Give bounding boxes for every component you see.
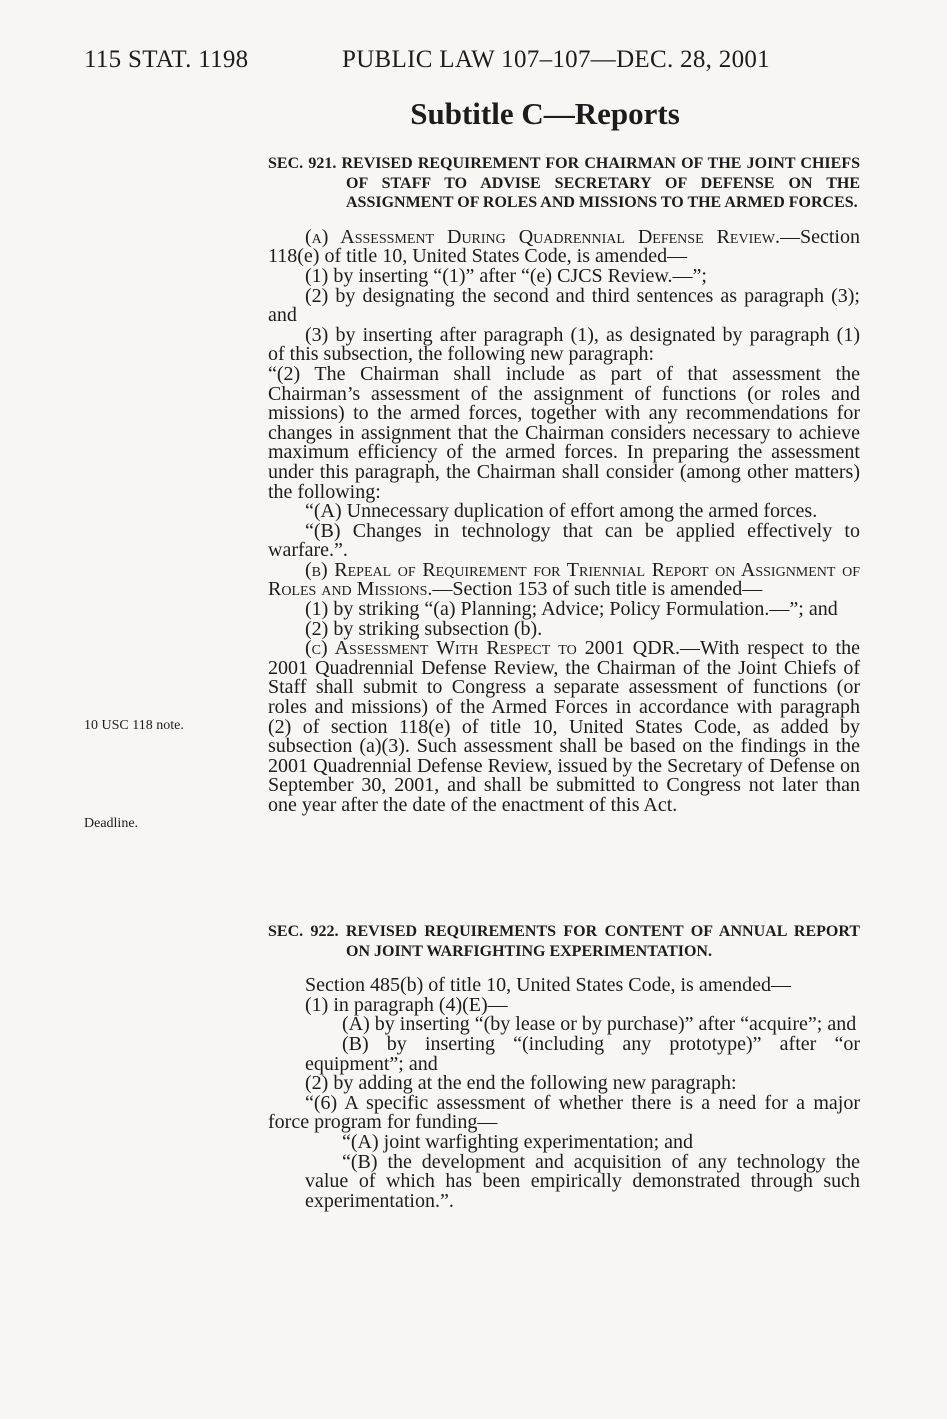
margin-note-deadline: Deadline. [84, 816, 139, 831]
subsection-a-quote-a: “(A) Unnecessary duplication of effort among the armed forces. [305, 500, 818, 523]
subsection-a-item-1: (1) by inserting “(1)” after “(e) CJCS Review.—”; [305, 264, 707, 287]
section-922-quote-a: “(A) joint warfighting experimentation; and [342, 1130, 694, 1153]
subsection-a-text: —Section 118(e) of title 10, United States Code, is amended— [268, 225, 860, 268]
subsection-b-item-1: (1) by striking “(a) Planning; Advice; Policy Formulation.—”; and [305, 598, 838, 621]
subsection-a-item-2: (2) by designating the second and third sentences as paragraph (3); and [268, 284, 860, 327]
subsection-b [268, 558, 860, 601]
section-922-intro: Section 485(b) of title 10, United States Code, is amended— [305, 974, 792, 997]
section-922-item-1: (1) in paragraph (4)(E)— [305, 993, 508, 1016]
law-citation: PUBLIC LAW 107–107—DEC. 28, 2001 [342, 46, 770, 73]
subsection-c-heading: (c) Assessment With Respect to 2001 QDR. [305, 637, 681, 660]
subsection-a-item-3: (3) by inserting after paragraph (1), as designated by paragraph (1) of this subsection, the following new paragraph: [268, 323, 860, 366]
section-921 [268, 154, 860, 816]
margin-note-usc: 10 USC 118 note. [84, 718, 184, 733]
page-number: 115 STAT. 1198 [84, 46, 249, 73]
section-922-item-1b: (B) by inserting “(including any prototype)” after “or equipment”; and [305, 1032, 860, 1075]
section-921-heading: SEC. 921. REVISED REQUIREMENT FOR CHAIRMAN OF THE JOINT CHIEFS OF STAFF TO ADVISE SECRETARY OF DEFENSE ON THE ASSIGNMENT OF ROLES AND MISSIONS TO THE ARMED FORCES. [268, 155, 860, 212]
section-922-quote-b: “(B) the development and acquisition of any technology the value of which has been empirically demonstrated through such experimentation.”. [305, 1150, 860, 1212]
subtitle-heading: Subtitle C—Reports [410, 96, 680, 131]
subsection-c [268, 639, 860, 815]
running-head [84, 46, 770, 74]
section-922-quote: “(6) A specific assessment of whether there is a need for a major force program for funding— [268, 1091, 860, 1134]
section-922-item-1a: (A) by inserting “(by lease or by purchase)” after “acquire”; and [342, 1013, 857, 1036]
section-922 [268, 922, 860, 1211]
section-922-item-2: (2) by adding at the end the following new paragraph: [305, 1072, 737, 1095]
subsection-c-text: —With respect to the 2001 Quadrennial Defense Review, the Chairman of the Joint Chiefs of Staff shall submit to Congress a separate assessment of functions (or roles and missions) of the Armed Forces in accordance with paragraph (2) of section 118(e) of title 10, United States Code, as added by subsection (a)(3). Such assessment shall be based on the findings in the 2001 Quadrennial Defense Review, issued by the Secretary of Defense on September 30, 2001, and shall be submitted to Congress not later than one year after the date of the enactment of this Act. [268, 637, 860, 816]
subsection-b-heading: (b) Repeal of Requirement for Triennial Report on Assignment of Roles and Missions. [268, 558, 860, 601]
section-922-heading: SEC. 922. REVISED REQUIREMENTS FOR CONTENT OF ANNUAL REPORT ON JOINT WARFIGHTING EXPERIMENTATION. [268, 923, 860, 960]
subsection-a-heading: (a) Assessment During Quadrennial Defense Review. [305, 225, 780, 248]
subsection-a-quote-b: “(B) Changes in technology that can be applied effectively to warfare.”. [268, 519, 860, 562]
subsection-a [268, 225, 860, 268]
subsection-a-quote: “(2) The Chairman shall include as part of that assessment the Chairman’s assessment of the assignment of functions (or roles and missions) to the armed forces, together with any recommendations for changes in assignment that the Chairman considers necessary to achieve maximum efficiency of the armed forces. In preparing the assessment under this paragraph, the Chairman shall consider (among other matters) the following: [268, 362, 860, 503]
subsection-b-item-2: (2) by striking subsection (b). [305, 617, 543, 640]
subsection-b-text: —Section 153 of such title is amended— [432, 578, 763, 601]
